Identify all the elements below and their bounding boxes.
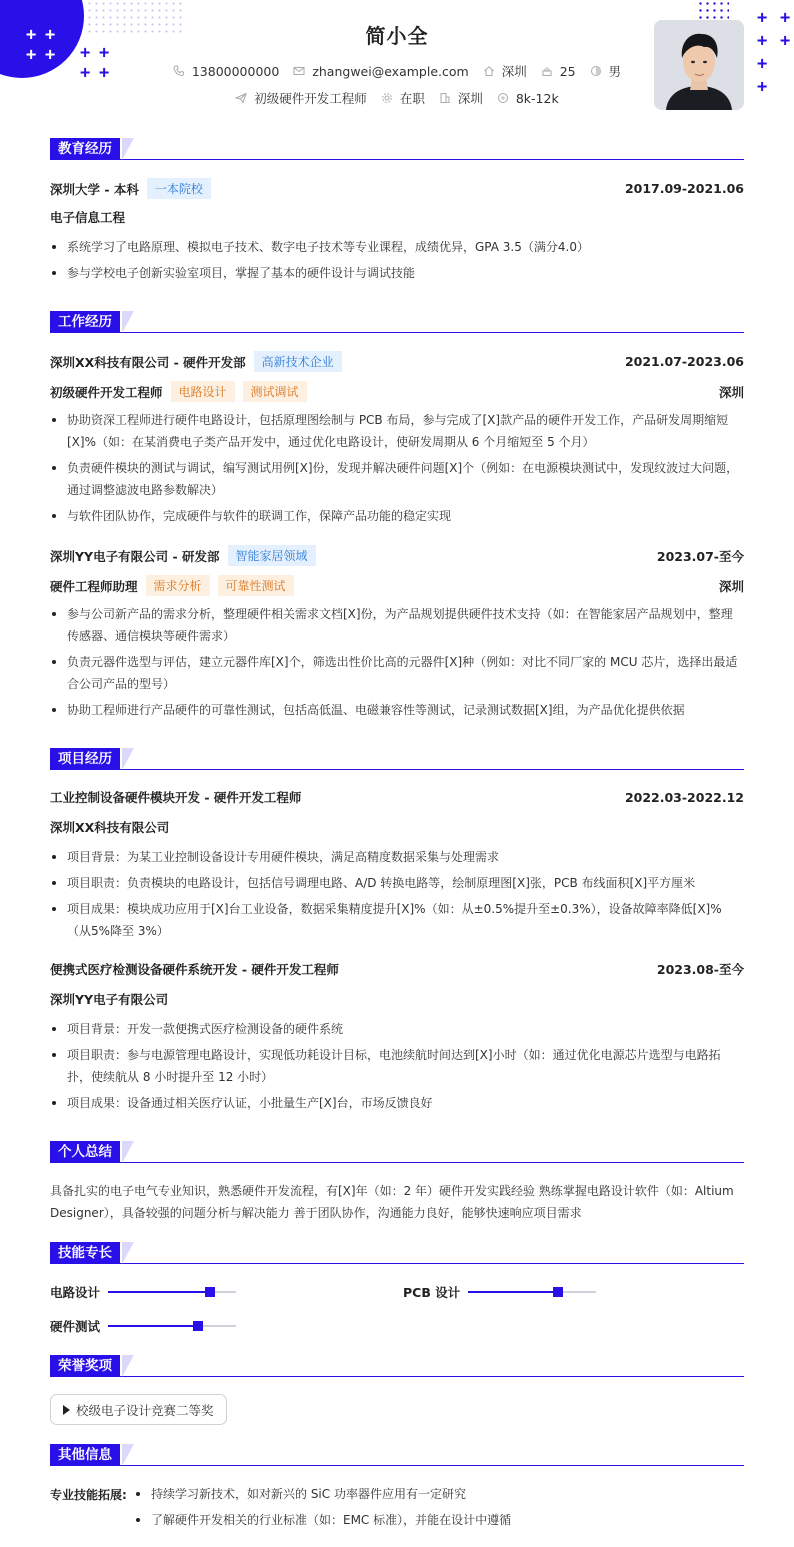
section-title: 工作经历 xyxy=(50,311,120,333)
profile-photo xyxy=(654,20,744,110)
coin-icon xyxy=(497,92,509,104)
summary-text: 具备扎实的电子电气专业知识，熟悉硬件开发流程，有[X]年（如：2 年）硬件开发实践经验 熟练掌握电路设计软件（如：Altium Designer），具备较强的问题分析与解决能力 善于团队协作，沟通能力良好，能够快速响应项目需求 xyxy=(50,1184,734,1220)
project-company: 深圳YY电子有限公司 xyxy=(50,992,169,1007)
list-item: 项目成果：设备通过相关医疗认证，小批量生产[X]台，市场反馈良好 xyxy=(50,1092,744,1114)
age-value: 25 xyxy=(559,63,576,79)
role-name: 硬件工程师助理 xyxy=(50,578,138,594)
section-title: 个人总结 xyxy=(50,1141,120,1163)
list-item: 参与学校电子创新实验室项目，掌握了基本的硬件设计与调试技能 xyxy=(50,262,744,284)
phone-info xyxy=(173,64,279,79)
project-company: 深圳XX科技有限公司 xyxy=(50,820,170,835)
company-tag: 智能家居领域 xyxy=(228,545,316,566)
age-info xyxy=(541,64,576,79)
salary-info xyxy=(497,91,559,106)
phone-icon xyxy=(173,65,185,77)
project-period: 2022.03-2022.12 xyxy=(624,789,744,805)
triangle-icon xyxy=(63,1405,70,1415)
city-value: 深圳 xyxy=(501,64,527,79)
position-info xyxy=(235,89,367,107)
other-label: 专业技能拓展: xyxy=(50,1488,127,1502)
list-item: 持续学习新技术，如对新兴的 SiC 功率器件应用有一定研究 xyxy=(134,1483,744,1505)
target-city-info xyxy=(439,89,483,107)
work-bullets xyxy=(50,603,744,725)
project-company-row xyxy=(50,818,744,836)
gender-value: 男 xyxy=(608,64,622,79)
phone-value: 13800000000 xyxy=(191,63,280,79)
skill-level-fill xyxy=(468,1291,558,1293)
work-location: 深圳 xyxy=(718,578,744,594)
work-location: 深圳 xyxy=(718,384,744,400)
education-period: 2017.09-2021.06 xyxy=(624,181,744,196)
list-item: 负责元器件选型与评估，建立元器件库[X]个，筛选出性价比高的元器件[X]种（例如：对比不同厂家的 MCU 芯片，选择出最适合公司产品的型号） xyxy=(50,651,744,695)
skill-level-bar xyxy=(108,1291,236,1293)
plus-icon: + xyxy=(757,54,768,74)
section-title: 荣誉奖项 xyxy=(50,1355,120,1377)
gender-info xyxy=(590,62,622,80)
project-bullets xyxy=(50,846,744,946)
skill-tag: 电路设计 xyxy=(171,381,235,402)
list-item: 项目背景：为某工业控制设备设计专用硬件模块，满足高精度数据采集与处理需求 xyxy=(50,846,744,868)
building-icon xyxy=(439,92,451,104)
award-item xyxy=(50,1394,227,1425)
list-item: 协助工程师进行产品硬件的可靠性测试，包括高低温、电磁兼容性等测试，记录测试数据[X]组，为产品优化提供依据 xyxy=(50,699,744,721)
work-company-row xyxy=(50,351,744,372)
project-title-row xyxy=(50,960,744,978)
project-title: 工业控制设备硬件模块开发 - 硬件开发工程师 xyxy=(50,790,302,805)
project-title-row xyxy=(50,788,744,806)
plus-icon: + xyxy=(99,63,110,83)
education-major-row xyxy=(50,208,744,226)
section-honors-header xyxy=(50,1355,744,1377)
skill-level-knob xyxy=(193,1321,203,1331)
list-item: 参与公司新产品的需求分析，整理硬件相关需求文档[X]份，为产品规划提供硬件技术支持（如：在智能家居产品规划中，整理传感器、通信模块等硬件需求） xyxy=(50,603,744,647)
plus-icon: + xyxy=(26,45,37,65)
work-period: 2023.07-至今 xyxy=(656,548,744,564)
work-period: 2021.07-2023.06 xyxy=(624,354,744,369)
list-item: 项目职责：参与电源管理电路设计，实现低功耗设计目标，电池续航时间达到[X]小时（如：通过优化电源芯片选型与电路拓扑，使续航从 8 小时提升至 12 小时） xyxy=(50,1044,744,1088)
work-role-row xyxy=(50,381,744,402)
skill-name: 电路设计 xyxy=(50,1285,101,1300)
award-name: 校级电子设计竞赛二等奖 xyxy=(76,1402,214,1418)
candidate-name: 简小全 xyxy=(365,24,429,48)
skill-tag: 可靠性测试 xyxy=(218,575,294,596)
skill-level-bar xyxy=(468,1291,596,1293)
skill-name: 硬件测试 xyxy=(50,1319,101,1334)
project-title: 便携式医疗检测设备硬件系统开发 - 硬件开发工程师 xyxy=(50,962,339,977)
section-title: 教育经历 xyxy=(50,138,120,160)
skill-level-knob xyxy=(205,1287,215,1297)
skill-level-knob xyxy=(553,1287,563,1297)
section-projects-header xyxy=(50,748,744,770)
section-summary-header xyxy=(50,1141,744,1163)
section-title: 技能专长 xyxy=(50,1242,120,1264)
school-tag: 一本院校 xyxy=(147,178,211,199)
cake-icon xyxy=(541,65,553,77)
list-item: 项目背景：开发一款便携式医疗检测设备的硬件系统 xyxy=(50,1018,744,1040)
project-company-row xyxy=(50,990,744,1008)
project-period: 2023.08-至今 xyxy=(656,962,744,977)
list-item: 了解硬件开发相关的行业标准（如：EMC 标准），并能在设计中遵循 xyxy=(134,1509,744,1531)
education-bullets xyxy=(50,236,744,288)
work-company-row xyxy=(50,545,744,566)
work-role-row xyxy=(50,575,744,596)
plus-icon: + xyxy=(80,43,91,63)
company-name: 深圳YY电子有限公司 - 研发部 xyxy=(50,548,220,564)
plus-icon: + xyxy=(757,8,768,28)
plus-icon: + xyxy=(45,45,56,65)
other-list xyxy=(134,1483,744,1535)
education-school-row xyxy=(50,178,744,199)
work-bullets xyxy=(50,409,744,531)
gender-icon xyxy=(590,65,602,77)
city-info xyxy=(483,62,527,80)
section-other-header xyxy=(50,1444,744,1466)
role-name: 初级硬件开发工程师 xyxy=(50,384,163,400)
skill-tag: 需求分析 xyxy=(146,575,210,596)
skill-item xyxy=(50,1317,236,1335)
project-bullets xyxy=(50,1018,744,1118)
list-item: 项目成果：模块成功应用于[X]台工业设备，数据采集精度提升[X]%（如：从±0.5%提升至±0.3%），设备故障率降低[X]%（从5%降至 3%） xyxy=(50,898,744,942)
list-item: 项目职责：负责模块的电路设计，包括信号调理电路、A/D 转换电路等，绘制原理图[X]张，PCB 布线面积[X]平方厘米 xyxy=(50,872,744,894)
skill-level-fill xyxy=(108,1325,198,1327)
section-education-header xyxy=(50,138,744,160)
gear-icon xyxy=(381,92,393,104)
skill-level-bar xyxy=(108,1325,236,1327)
skill-name: PCB 设计 xyxy=(403,1285,461,1300)
position-value: 初级硬件开发工程师 xyxy=(254,91,367,106)
plus-icon: + xyxy=(26,25,37,45)
skill-item xyxy=(50,1283,236,1301)
list-item: 与软件团队协作，完成硬件与软件的联调工作，保障产品功能的稳定实现 xyxy=(50,505,744,527)
section-work-header xyxy=(50,311,744,333)
skill-tag: 测试调试 xyxy=(243,381,307,402)
status-value: 在职 xyxy=(399,91,425,106)
email-info xyxy=(293,64,468,79)
company-tag: 高新技术企业 xyxy=(254,351,342,372)
plus-icon: + xyxy=(80,63,91,83)
plus-icon: + xyxy=(45,25,56,45)
section-title: 项目经历 xyxy=(50,748,120,770)
send-icon xyxy=(235,92,247,104)
list-item: 协助资深工程师进行硬件电路设计，包括原理图绘制与 PCB 布局，参与完成了[X]款产品的硬件开发工作，产品研发周期缩短[X]%（如：在某消费电子类产品开发中，通过优化电路设计，使研发周期从 6 个月缩短至 5 个月） xyxy=(50,409,744,453)
plus-icon: + xyxy=(757,31,768,51)
status-info xyxy=(381,89,425,107)
plus-icon: + xyxy=(99,43,110,63)
salary-value: 8k-12k xyxy=(515,90,559,106)
school-name: 深圳大学 - 本科 xyxy=(50,181,139,197)
plus-icon: + xyxy=(780,31,791,51)
target-city-value: 深圳 xyxy=(457,91,483,106)
mail-icon xyxy=(293,65,305,77)
skill-level-fill xyxy=(108,1291,210,1293)
section-skills-header xyxy=(50,1242,744,1264)
email-value: zhangwei@example.com xyxy=(312,63,469,79)
list-item: 负责硬件模块的测试与调试，编写测试用例[X]份，发现并解决硬件问题[X]个（例如：在电源模块测试中，发现纹波过大问题，通过调整滤波电路参数解决） xyxy=(50,457,744,501)
company-name: 深圳XX科技有限公司 - 硬件开发部 xyxy=(50,354,246,370)
plus-icon: + xyxy=(757,77,768,97)
major-name: 电子信息工程 xyxy=(50,210,126,225)
list-item: 系统学习了电路原理、模拟电子技术、数字电子技术等专业课程，成绩优异，GPA 3.5（满分4.0） xyxy=(50,236,744,258)
home-icon xyxy=(483,65,495,77)
plus-icon: + xyxy=(780,8,791,28)
skill-item xyxy=(403,1283,596,1301)
section-title: 其他信息 xyxy=(50,1444,120,1466)
